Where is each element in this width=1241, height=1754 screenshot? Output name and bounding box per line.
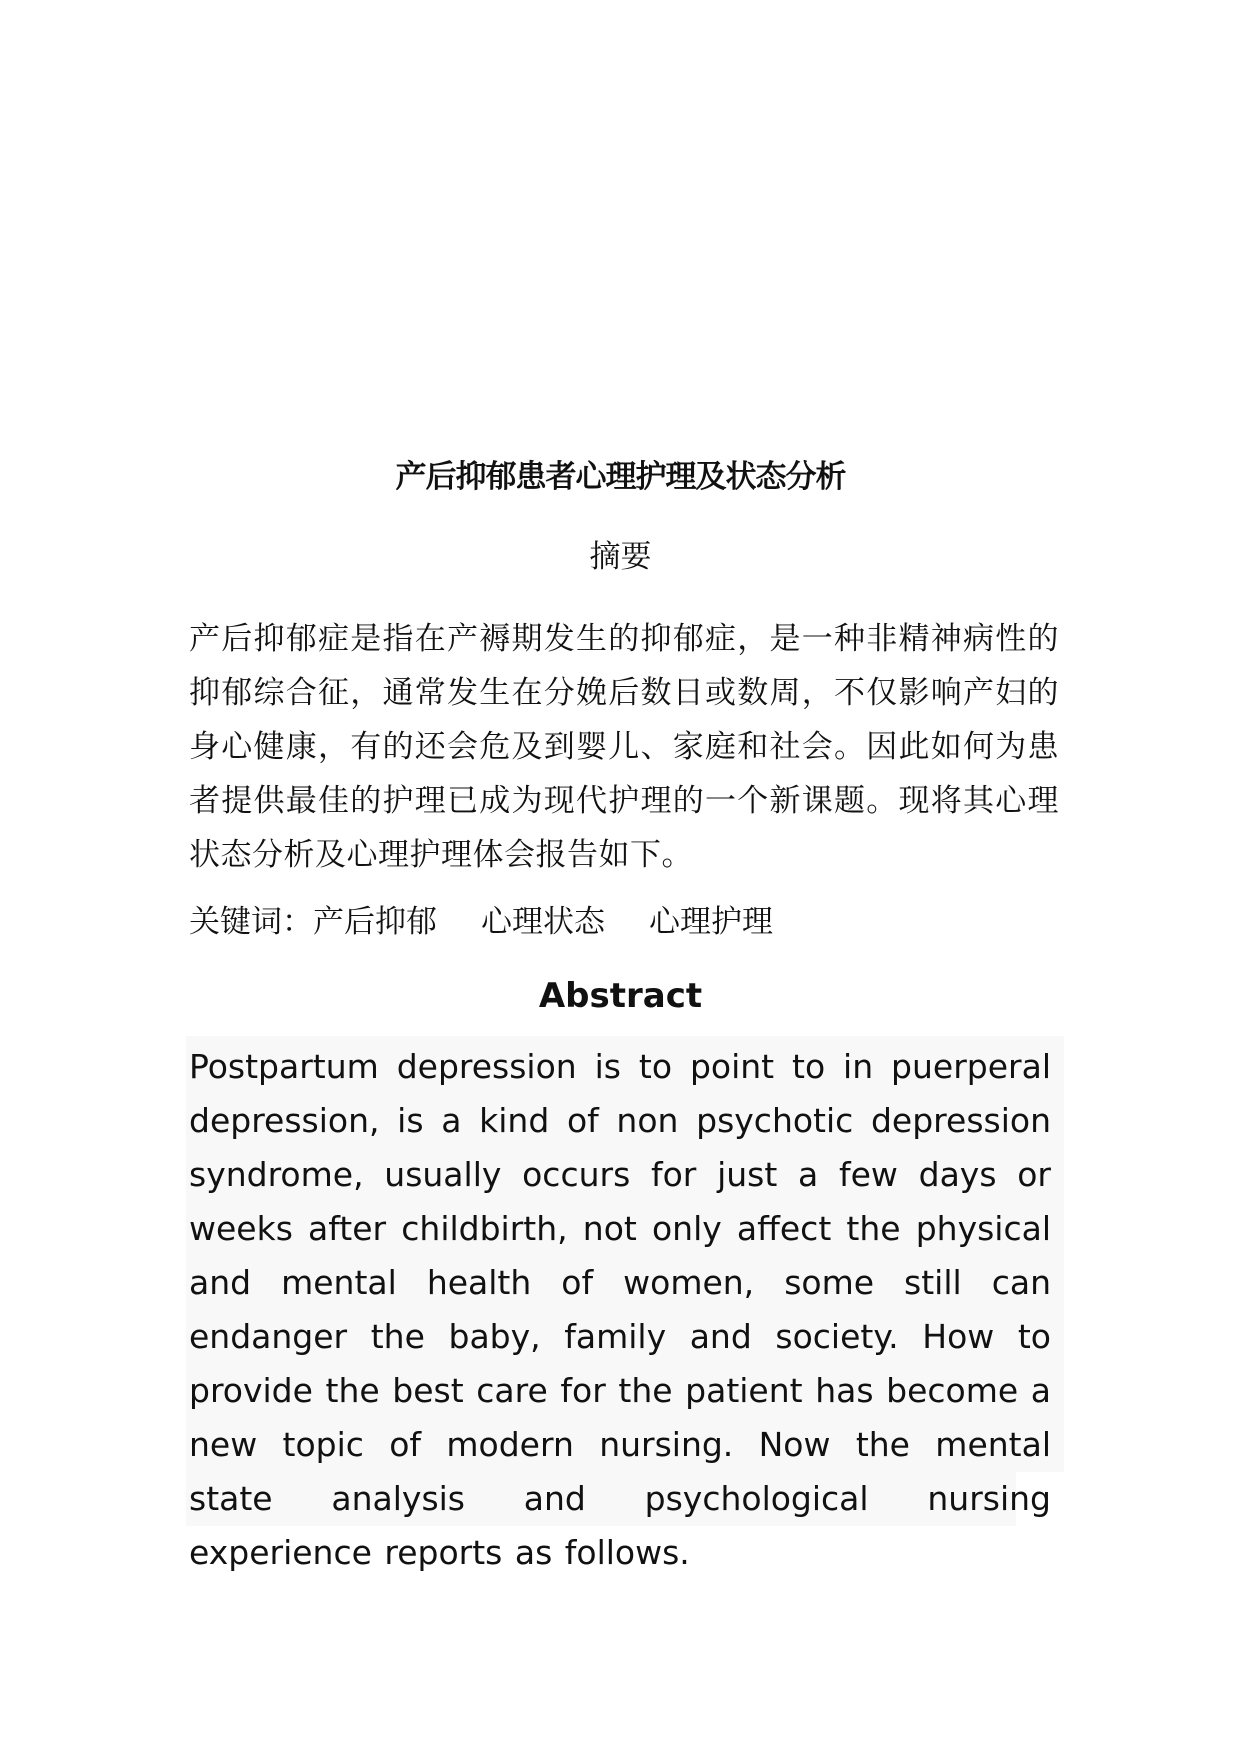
keyword-item: 心理状态 bbox=[481, 904, 605, 940]
abstract-heading: 摘要 bbox=[589, 539, 652, 575]
chinese-abstract: 产后抑郁症是指在产褥期发生的抑郁症，是一种非精神病性的抑郁综合征，通常发生在分娩后数日或数周，不仅影响产妇的身心健康，有的还会危及到婴儿、家庭和社会。因此如何为患者提供最佳的护理已成为现代护理的一个新课题。现将其心理状态分析及心理护理体会报告如下。 bbox=[189, 621, 1059, 873]
english-abstract-heading: Abstract bbox=[538, 976, 703, 1016]
keyword-item: 心理护理 bbox=[649, 904, 773, 940]
keyword-item: 产后抑郁 bbox=[313, 904, 437, 940]
english-abstract: Postpartum depression is to point to in puerperal depression, is a kind of non psychotic depression syndrome, usually occurs for just a few days or weeks after childbirth, not only affect the physical and mental health of women, some still can endanger the baby, family and society. How to provide the best care for the patient has become a new topic of modern nursing. Now the mental state analysis and psychological nursing experience reports as follows. bbox=[189, 1047, 1051, 1572]
keywords-line bbox=[189, 900, 1059, 944]
keywords-label: 关键词： bbox=[189, 904, 313, 940]
paper-title: 产后抑郁患者心理护理及状态分析 bbox=[395, 459, 846, 495]
